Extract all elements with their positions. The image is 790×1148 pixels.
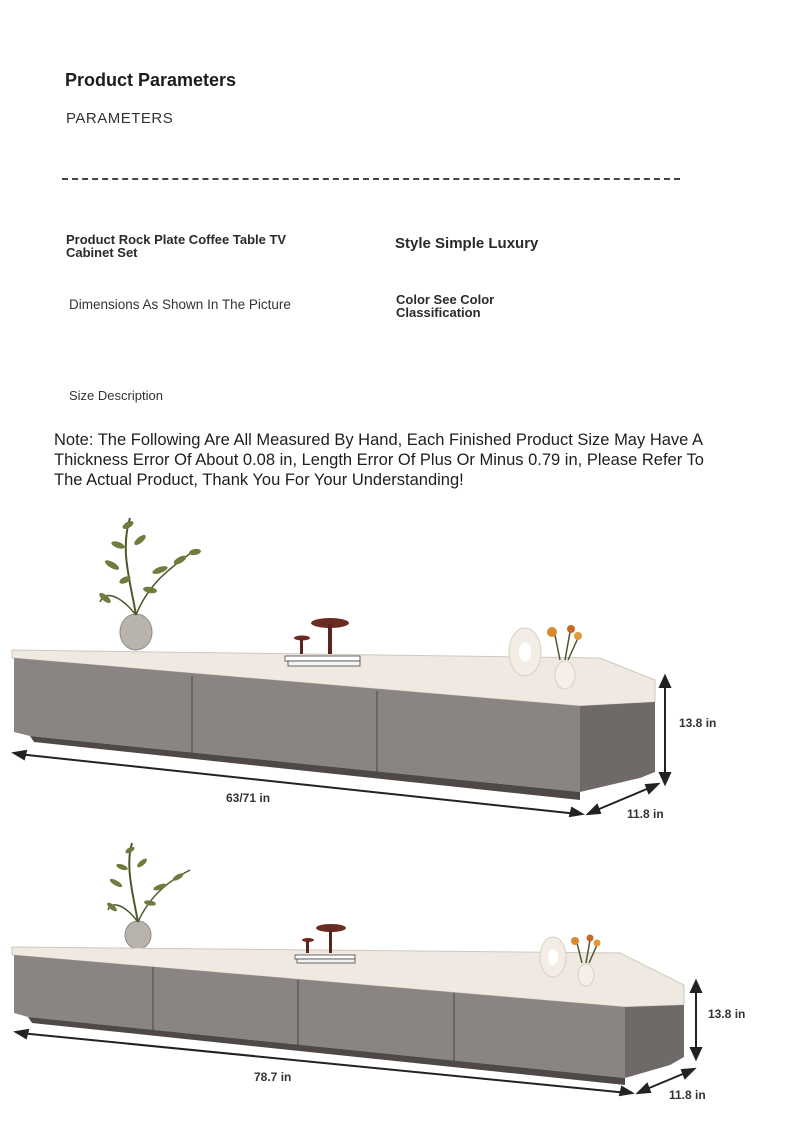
cabinet2-length-label: 78.7 in xyxy=(254,1070,292,1084)
bowl-decor-icon xyxy=(285,618,360,666)
cabinet1-length-label: 63/71 in xyxy=(226,791,271,805)
param-style: Style Simple Luxury xyxy=(395,235,539,252)
param-product: Product Rock Plate Coffee Table TV Cabinet Set xyxy=(66,232,287,260)
cabinet1-height-label: 13.8 in xyxy=(679,716,717,730)
cabinet2-height-label: 13.8 in xyxy=(708,1007,746,1021)
param-dimensions: Dimensions As Shown In The Picture xyxy=(69,297,291,312)
bowl-decor-icon xyxy=(295,924,355,963)
cabinet2-depth-label: 11.8 in xyxy=(669,1088,706,1102)
divider xyxy=(62,178,680,180)
size-description-label: Size Description xyxy=(69,388,163,403)
cabinet-three-drawer-image xyxy=(0,510,790,830)
page-title: Product Parameters xyxy=(65,70,237,90)
param-color: Color See Color Classification xyxy=(396,292,495,320)
cabinet1-depth-label: 11.8 in xyxy=(627,807,664,821)
plant-vase-icon xyxy=(106,843,190,949)
plant-vase-icon xyxy=(98,518,202,650)
page-subtitle: PARAMETERS xyxy=(66,110,174,127)
measurement-note: Note: The Following Are All Measured By Hand, Each Finished Product Size May Have A Thickness Error Of About 0.08 in, Length Error Of Plus Or Minus 0.79 in, Please Refer To The Actual Product, Thank You For Your Understanding! xyxy=(54,431,704,489)
